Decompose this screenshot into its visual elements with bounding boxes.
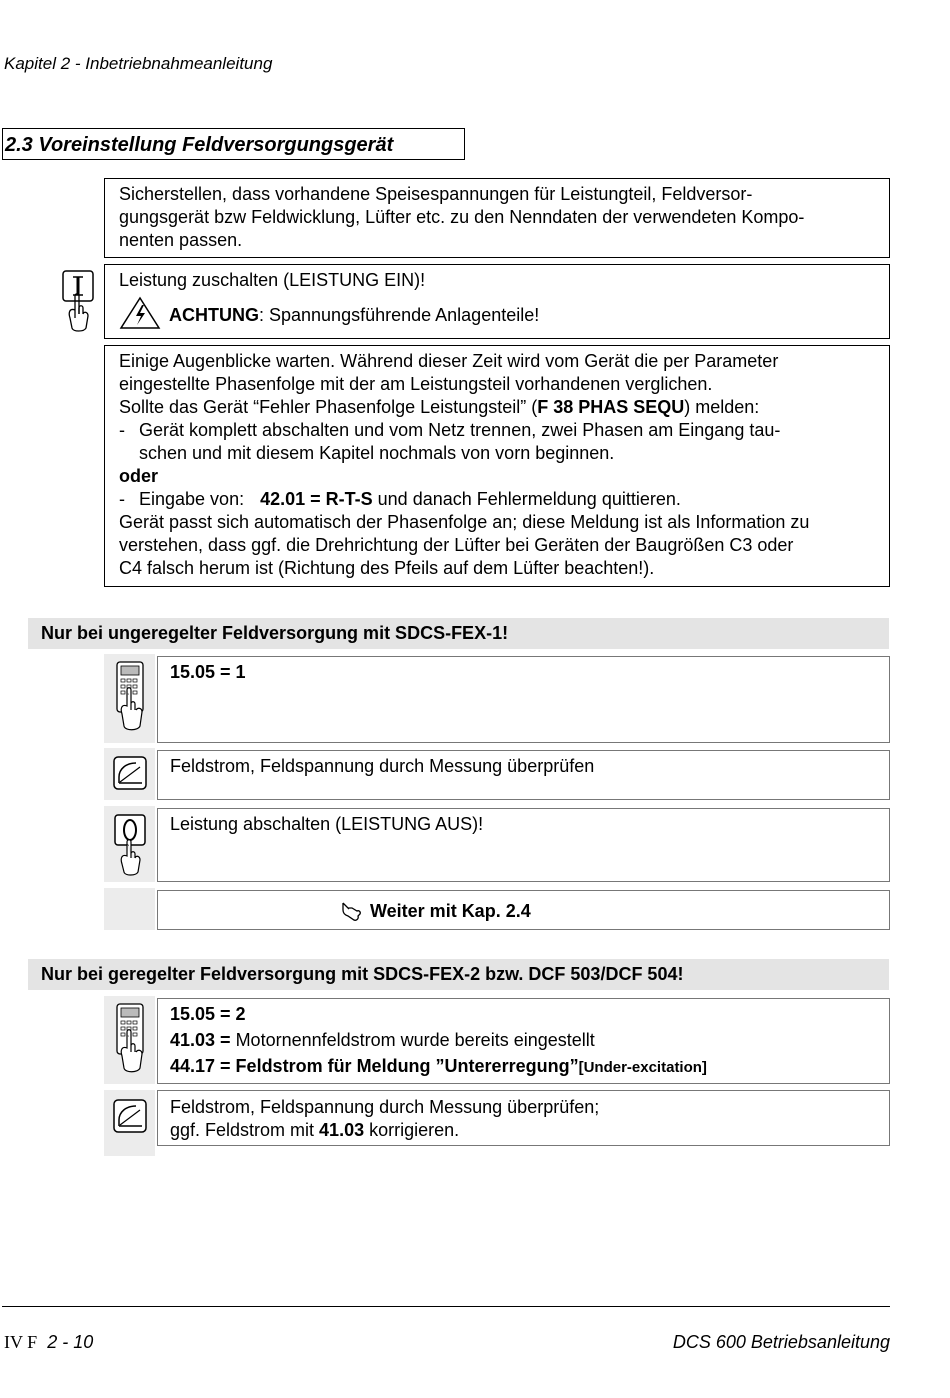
footer-page-number (4, 1332, 93, 1353)
footer-doc-title: DCS 600 Betriebsanleitung (672, 1332, 890, 1352)
pointing-hand-icon (340, 900, 362, 922)
parameter-description: Motornennfeldstrom wurde bereits eingestellt (230, 1030, 595, 1050)
text-line: eingestellte Phasenfolge mit der am Leistungsteil vorhandenen verglichen. (119, 374, 713, 394)
parameter-code: 41.03 (319, 1120, 365, 1140)
text-line: C4 falsch herum ist (Richtung des Pfeils auf dem Lüfter beachten!). (119, 558, 655, 578)
parameter-code: 44.17 = Feldstrom für Meldung ”Untererregung” (170, 1056, 579, 1076)
running-header: Kapitel 2 - Inbetriebnahmeanleitung (4, 54, 273, 73)
parameter-code: 41.03 = (170, 1030, 231, 1050)
text-line: Sollte das Gerät “Fehler Phasenfolge Leistungsteil” ( (119, 397, 538, 417)
power-on-text: Leistung zuschalten (LEISTUNG EIN)! (119, 270, 426, 290)
measure-text: ggf. Feldstrom mit (170, 1120, 320, 1140)
warning-label: ACHTUNG (169, 305, 259, 325)
icon-cell (104, 888, 155, 930)
power-on-box (104, 264, 890, 339)
measurement-meter-icon (112, 755, 148, 791)
icon-cell (104, 996, 155, 1084)
oder-label: oder (119, 466, 159, 486)
continue-link-text: Weiter mit Kap. 2.4 (370, 901, 531, 921)
list-item: Eingabe von: (139, 489, 245, 509)
fex1-parameter-box (157, 656, 890, 743)
text-line: gungsgerät bzw Feldwicklung, Lüfter etc. zu den Nenndaten der verwendeten Kompo- (119, 207, 805, 227)
fex2-measure-box (157, 1090, 890, 1146)
fex1-continue-box (157, 890, 890, 930)
parameter-setting: 15.05 = 1 (170, 662, 246, 682)
fex1-power-off-box (157, 808, 890, 882)
prerequisite-box (104, 178, 890, 258)
list-item: Gerät komplett abschalten und vom Netz trennen, zwei Phasen am Eingang tau- (139, 420, 781, 440)
text-line: nenten passen. (119, 230, 243, 250)
section-title: 2.3 Voreinstellung Feldversorgungsgerät (2, 128, 465, 160)
parameter-translation: [Under-excitation] (578, 1059, 707, 1076)
keypad-icon (114, 1002, 146, 1078)
footer-doc-code: IV F (4, 1332, 38, 1352)
icon-cell (104, 748, 155, 800)
list-item: und danach Fehlermeldung quittieren. (372, 489, 681, 509)
text-line: verstehen, dass ggf. die Drehrichtung der Lüfter bei Geräten der Baugrößen C3 oder (119, 535, 794, 555)
power-on-switch-icon (58, 268, 98, 338)
icon-cell (104, 1090, 155, 1156)
footer-rule (2, 1306, 890, 1307)
measure-text: Feldstrom, Feldspannung durch Messung überprüfen (170, 756, 595, 776)
fex1-measure-box (157, 750, 890, 800)
measure-text: Feldstrom, Feldspannung durch Messung überprüfen; (170, 1097, 600, 1117)
icon-cell (104, 654, 155, 743)
fex2-parameter-box (157, 998, 890, 1084)
warning-triangle-icon (119, 296, 161, 330)
fex2-section-bar: Nur bei geregelter Feldversorgung mit SDCS-FEX-2 bzw. DCF 503/DCF 504! (28, 959, 889, 990)
list-dash: - (119, 420, 125, 440)
text-line: Sicherstellen, dass vorhandene Speisespannungen für Leistungteil, Feldversor- (119, 184, 753, 204)
phase-sequence-box (104, 345, 890, 587)
list-dash: - (119, 489, 125, 509)
footer-page: 2 - 10 (47, 1332, 94, 1352)
parameter-setting: 15.05 = 2 (170, 1004, 246, 1024)
fault-code: F 38 PHAS SEQU (537, 397, 685, 417)
list-item-continued: schen und mit diesem Kapitel nochmals von vorn beginnen. (139, 443, 615, 463)
text-line: Gerät passt sich automatisch der Phasenfolge an; diese Meldung ist als Information zu (119, 512, 810, 532)
text-line: Einige Augenblicke warten. Während dieser Zeit wird vom Gerät die per Parameter (119, 351, 779, 371)
icon-cell (104, 806, 155, 882)
text-line: ) melden: (684, 397, 760, 417)
power-off-switch-icon (112, 812, 148, 878)
parameter-setting: 42.01 = R-T-S (260, 489, 373, 509)
keypad-icon (114, 660, 146, 736)
measurement-meter-icon (112, 1098, 148, 1134)
power-off-text: Leistung abschalten (LEISTUNG AUS)! (170, 814, 484, 834)
warning-text: : Spannungsführende Anlagenteile! (259, 305, 540, 325)
measure-text: korrigieren. (364, 1120, 460, 1140)
fex1-section-bar: Nur bei ungeregelter Feldversorgung mit SDCS-FEX-1! (28, 618, 889, 649)
